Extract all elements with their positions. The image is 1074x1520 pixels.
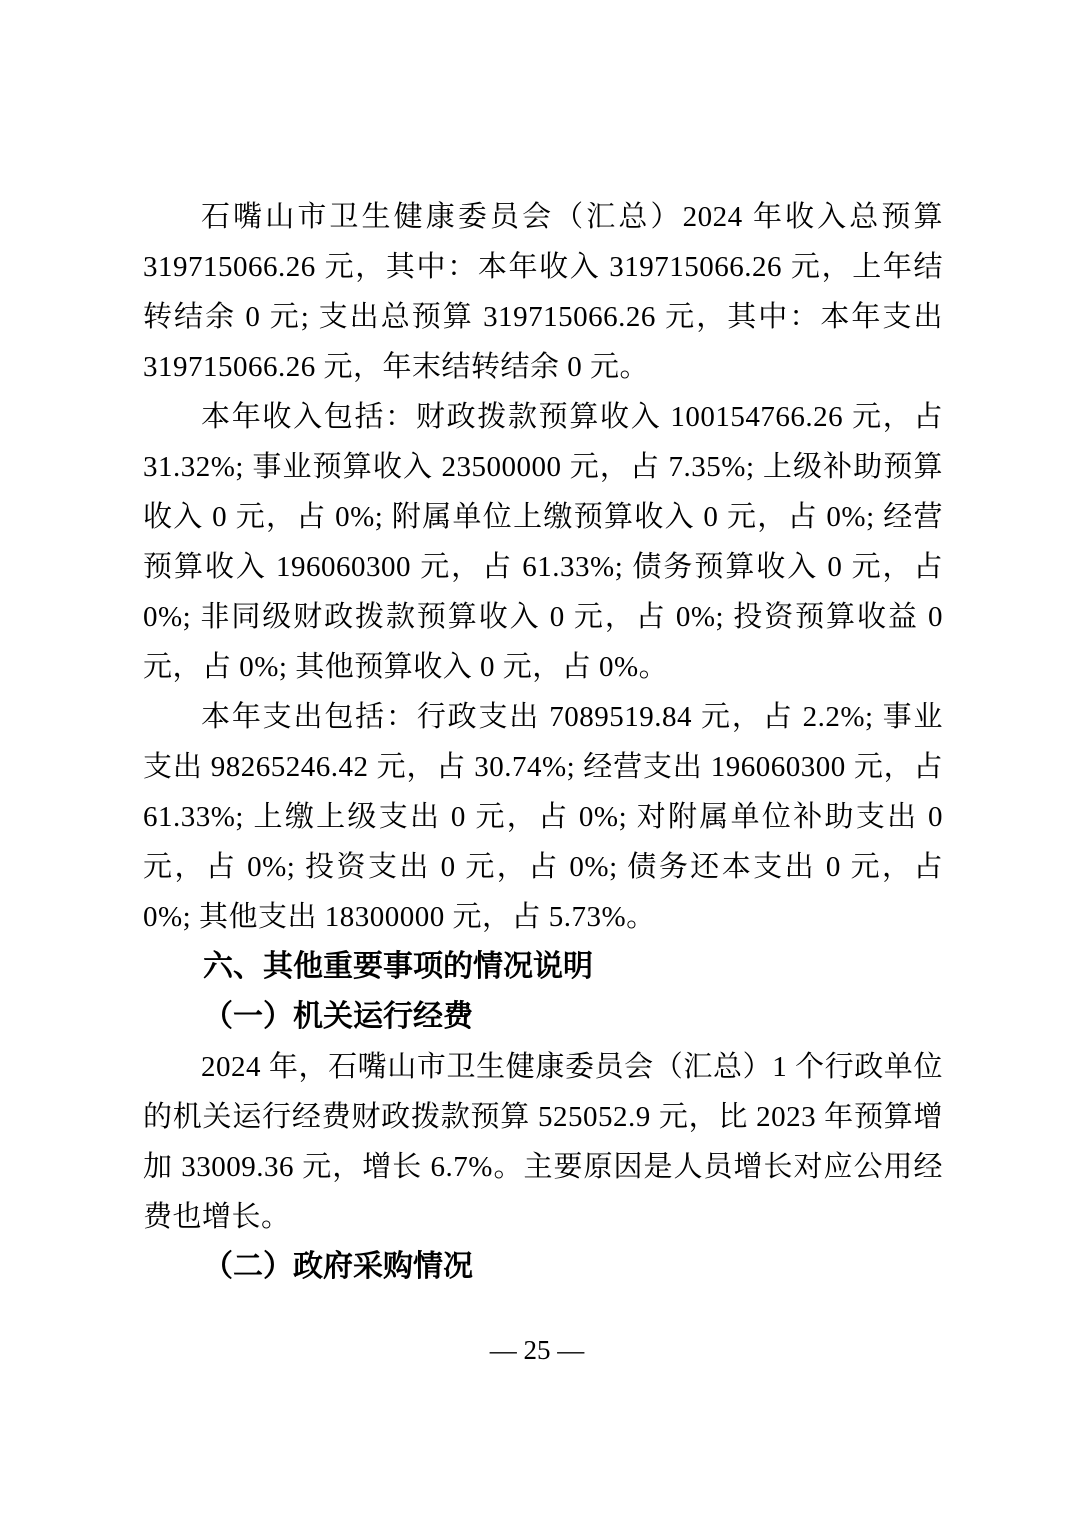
page-footer [0,1330,1074,1370]
heading-agency-operating-funds: （一）机关运行经费 [203,1000,473,1033]
heading-other-important-items: 六、其他重要事项的情况说明 [203,950,593,983]
paragraph-operating-funds-detail: 2024 年，石嘴山市卫生健康委员会（汇总）1 个行政单位的机关运行经费财政拨款预算 525052.9 元，比 2023 年预算增加 33009.36 元，增长 6.7%。主要原因是人员增长对应公用经费也增长。 [143,1051,943,1233]
paragraph-budget-summary: 石嘴山市卫生健康委员会（汇总）2024 年收入总预算 319715066.26 元，其中：本年收入 319715066.26 元，上年结转结余 0 元; 支出总预算 319715066.26 元，其中：本年支出 319715066.26 元，年末结转结余 0 元。 [143,201,943,383]
page-number: — 25 — [489,1335,585,1365]
document-content [143,192,943,1292]
paragraph-expense-breakdown: 本年支出包括：行政支出 7089519.84 元，占 2.2%; 事业支出 98265246.42 元，占 30.74%; 经营支出 196060300 元，占 61.33%; 上缴上级支出 0 元，占 0%; 对附属单位补助支出 0 元，占 0%; 投资支出 0 元，占 0%; 债务还本支出 0 元，占 0%; 其他支出 18300000 元，占 5.73%。 [143,701,943,933]
paragraph-income-breakdown: 本年收入包括：财政拨款预算收入 100154766.26 元，占 31.32%; 事业预算收入 23500000 元，占 7.35%; 上级补助预算收入 0 元，占 0%; 附属单位上缴预算收入 0 元，占 0%; 经营预算收入 196060300 元，占 61.33%; 债务预算收入 0 元，占 0%; 非同级财政拨款预算收入 0 元，占 0%; 投资预算收益 0 元，占 0%; 其他预算收入 0 元，占 0%。 [143,401,943,683]
heading-government-procurement: （二）政府采购情况 [203,1250,473,1283]
